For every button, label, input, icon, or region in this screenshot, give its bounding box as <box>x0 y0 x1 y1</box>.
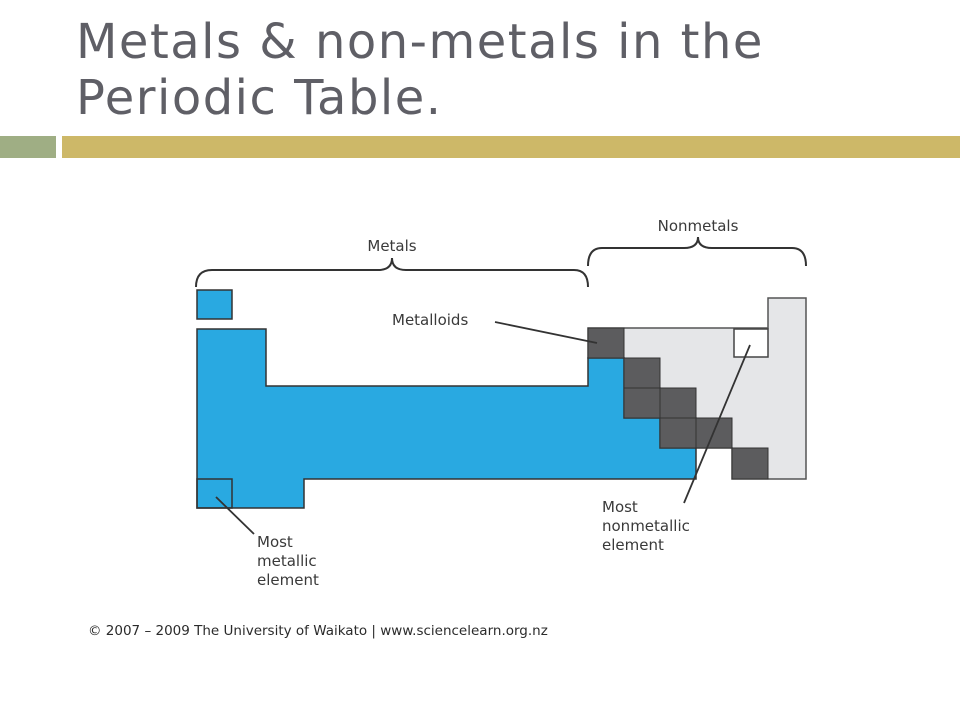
most-metallic-label-line: metallic <box>257 552 317 570</box>
metalloid-cell <box>660 418 696 448</box>
metals-label: Metals <box>367 237 417 255</box>
slide-title-line-2: Periodic Table. <box>76 70 443 126</box>
metalloids-label: Metalloids <box>392 311 469 329</box>
metals-brace <box>196 258 588 287</box>
metalloid-cell <box>660 388 696 418</box>
most-nonmetallic-cell <box>734 329 768 357</box>
hydrogen-cell <box>197 290 232 319</box>
nonmetals-label: Nonmetals <box>657 217 739 235</box>
metalloids-pointer <box>495 322 597 343</box>
copyright-notice: © 2007 – 2009 The University of Waikato | www.sciencelearn.org.nz <box>88 623 548 639</box>
most-metallic-label-line: Most <box>257 533 293 551</box>
nonmetals-brace <box>588 237 806 266</box>
most-nonmetallic-label-line: nonmetallic <box>602 517 690 535</box>
most-nonmetallic-label-line: element <box>602 536 664 554</box>
metalloid-cell <box>624 358 660 388</box>
most-metallic-label <box>257 533 321 589</box>
most-nonmetallic-label-line: Most <box>602 498 638 516</box>
most-metallic-label-line: element <box>257 571 319 589</box>
metalloid-cell <box>624 388 660 418</box>
most-nonmetallic-label <box>602 498 695 554</box>
slide-title-line-1: Metals & non-metals in the <box>76 14 764 70</box>
metalloid-cell <box>732 448 768 479</box>
